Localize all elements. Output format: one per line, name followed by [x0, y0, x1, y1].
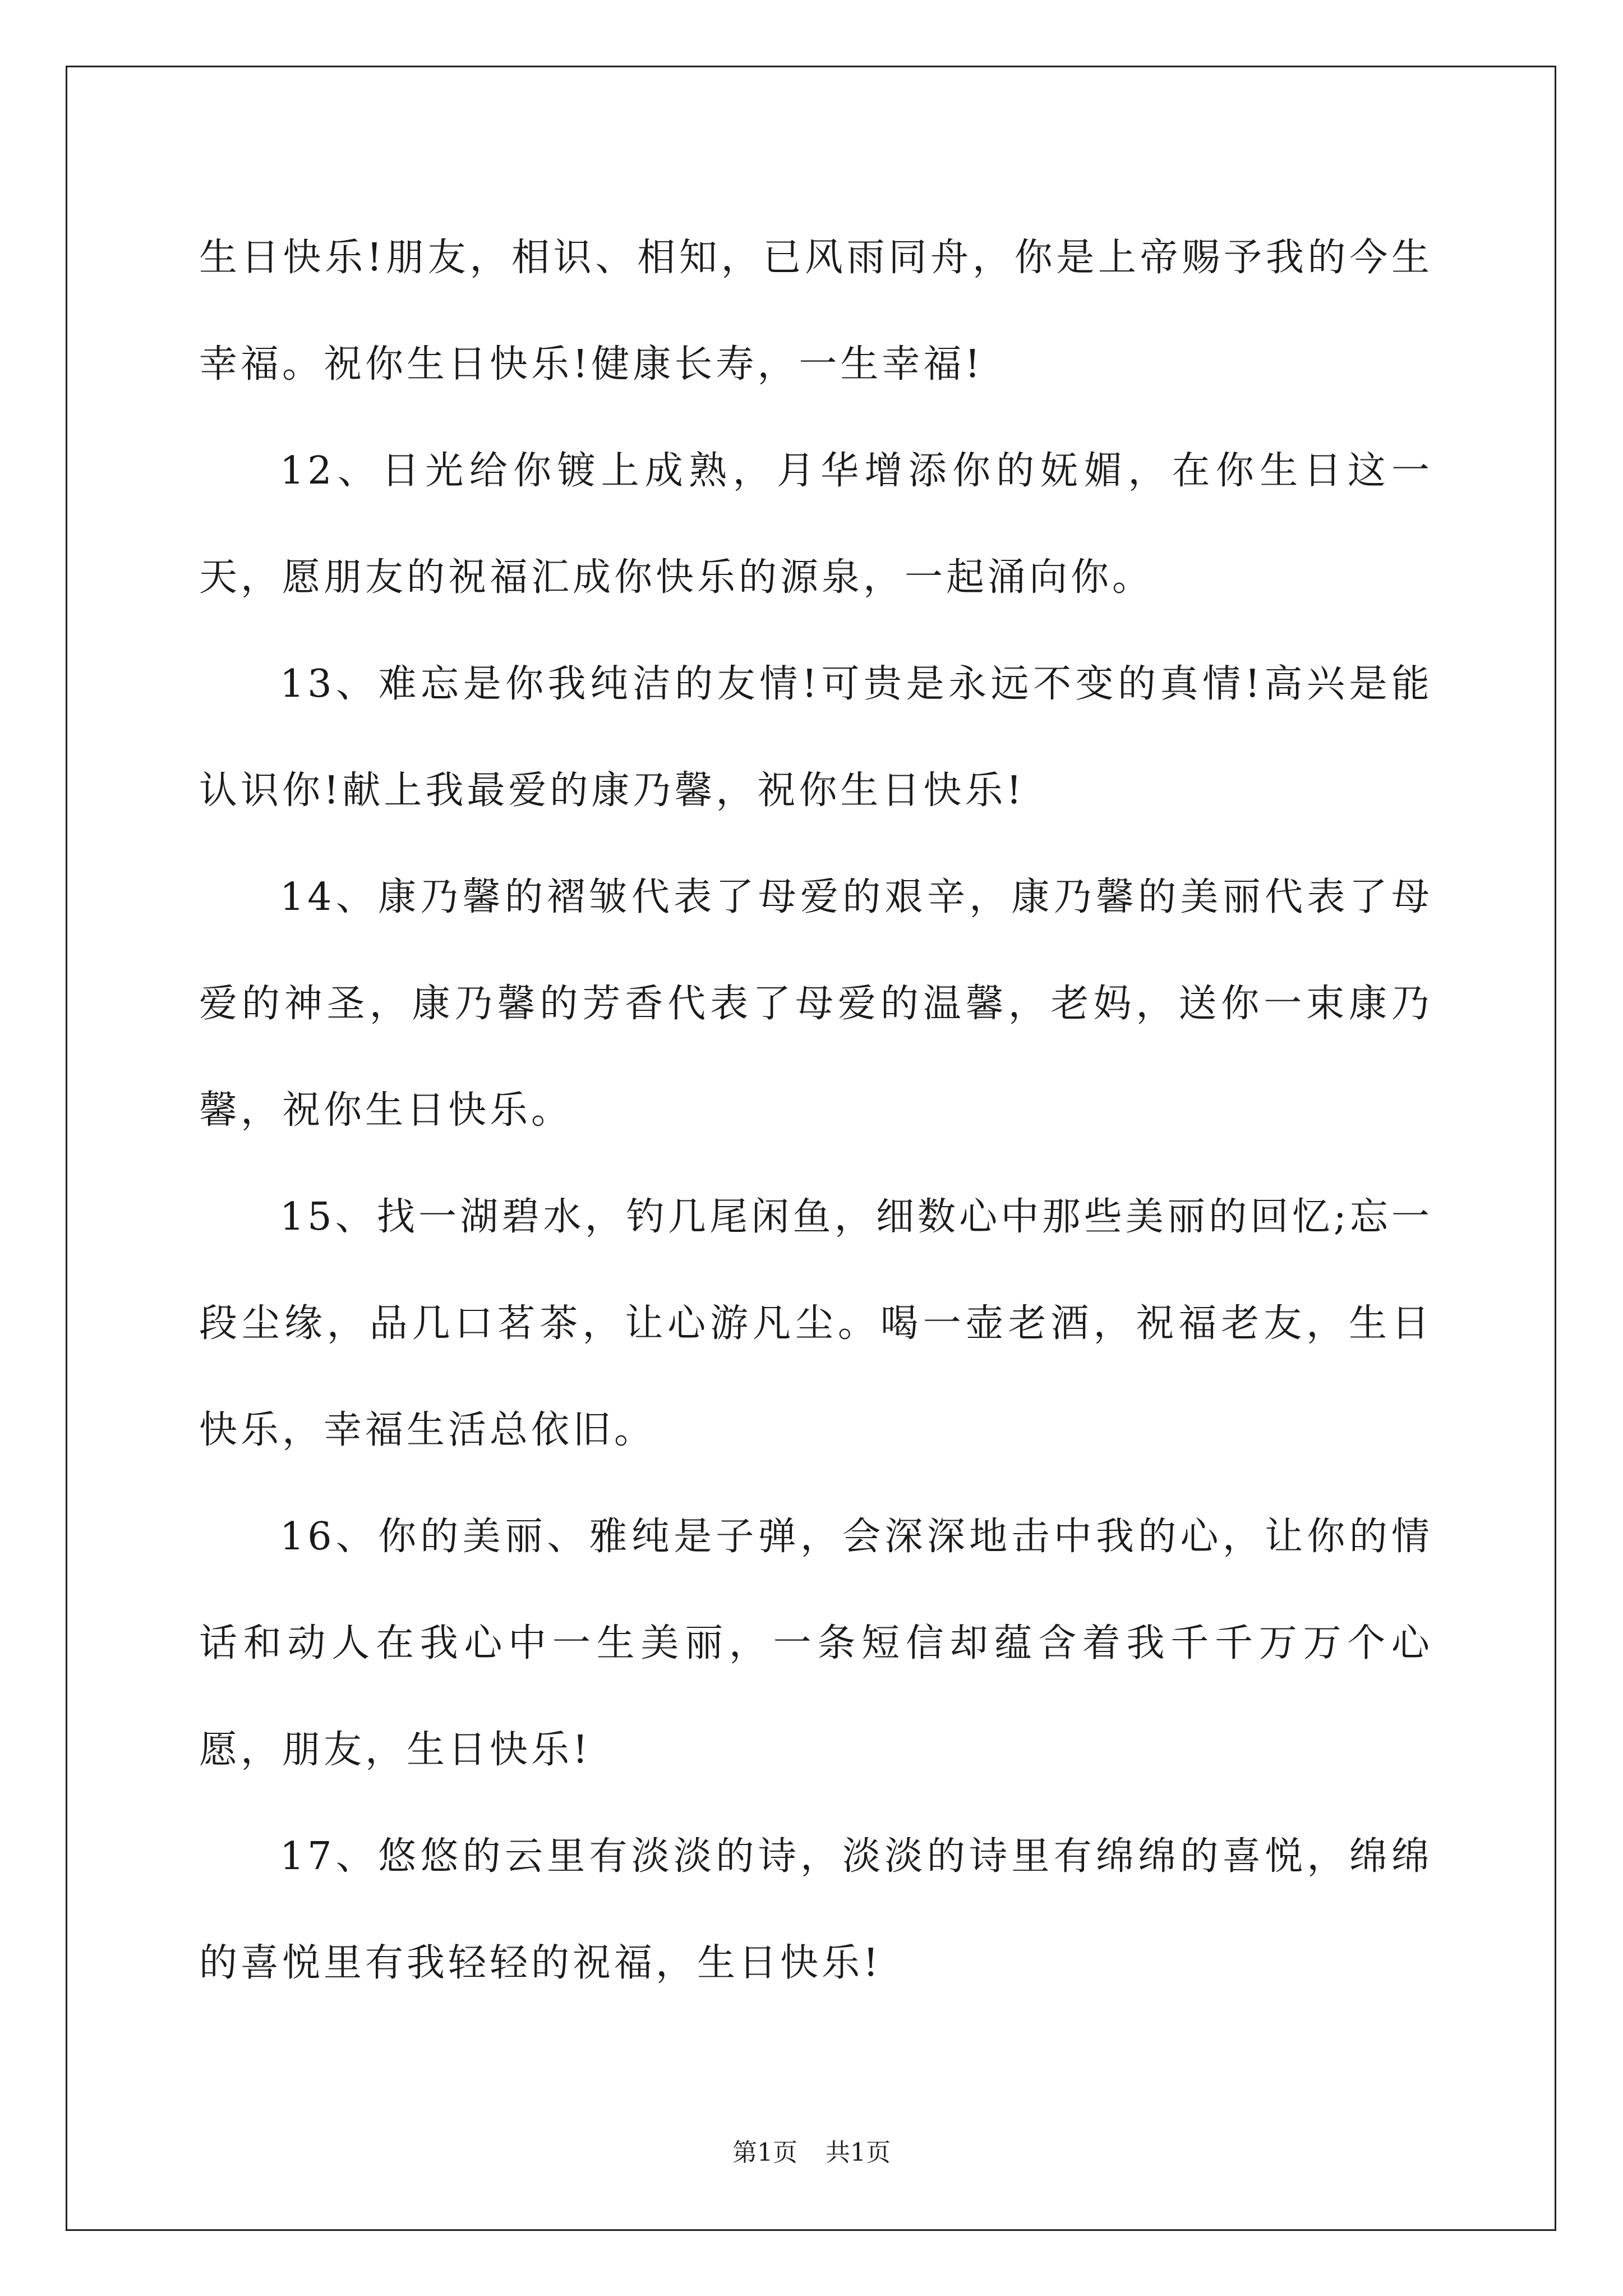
- page-footer: [0, 2136, 1623, 2170]
- paragraph-15: 15、找一湖碧水，钓几尾闲鱼，细数心中那些美丽的回忆;忘一段尘缘，品几口茗茶，让心游凡尘。喝一壶老酒，祝福老友，生日快乐，幸福生活总依旧。: [199, 1195, 1433, 1452]
- paragraph-13: 13、难忘是你我纯洁的友情!可贵是永远不变的真情!高兴是能认识你!献上我最爱的康乃馨，祝你生日快乐!: [199, 662, 1433, 813]
- paragraph-16: 16、你的美丽、雅纯是子弹，会深深地击中我的心，让你的情话和动人在我心中一生美丽，一条短信却蕴含着我千千万万个心愿，朋友，生日快乐!: [199, 1515, 1433, 1772]
- paragraph-14: 14、康乃馨的褶皱代表了母爱的艰辛，康乃馨的美丽代表了母爱的神圣，康乃馨的芳香代表了母爱的温馨，老妈，送你一束康乃馨，祝你生日快乐。: [199, 875, 1433, 1133]
- paragraph-continuation: 生日快乐!朋友，相识、相知，已风雨同舟，你是上帝赐予我的今生幸福。祝你生日快乐!健康长寿，一生幸福!: [199, 236, 1433, 386]
- page-number-total: 共1页: [826, 2138, 891, 2167]
- document-body: [199, 205, 1433, 2017]
- paragraph-17: 17、悠悠的云里有淡淡的诗，淡淡的诗里有绵绵的喜悦，绵绵的喜悦里有我轻轻的祝福，生日快乐!: [199, 1834, 1433, 1985]
- paragraph-12: 12、日光给你镀上成熟，月华增添你的妩媚，在你生日这一天，愿朋友的祝福汇成你快乐的源泉，一起涌向你。: [199, 449, 1433, 600]
- page-number-current: 第1页: [732, 2138, 797, 2167]
